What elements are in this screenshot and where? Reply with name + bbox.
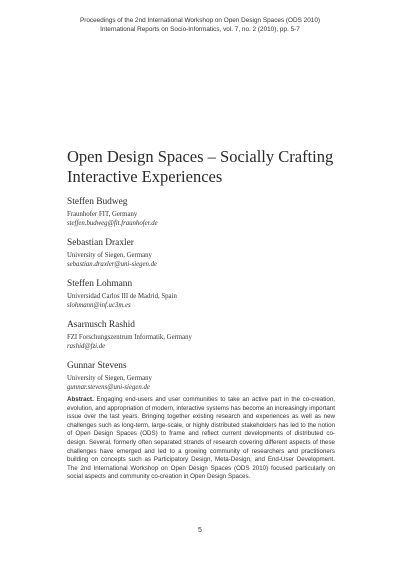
header-line-1: Proceedings of the 2nd International Workshop on Open Design Spaces (ODS 2010) (79, 17, 321, 24)
author-affiliation: Universidad Carlos III de Madrid, Spain (67, 293, 177, 300)
author-block (67, 197, 347, 228)
abstract (67, 396, 335, 482)
author-name: Sebastian Draxler (67, 238, 134, 248)
author-affiliation: Fraunhofer FIT, Germany (67, 211, 138, 218)
author-block (67, 361, 347, 392)
abstract-text: Engaging end-users and user communities to take an active part in the co-creation, evolution, and appropriation of modern, interactive systems has become an increasingly important issue over the last years. Bringing together existing research and experiences as well as new challenges such as long-term, large-scale, or highly distributed stakeholders has led to the notion of Open Design Spaces (ODS) to frame and reflect current developments of distributed co-design. Several, formerly often separated strands of research covering different aspects of these challenges have emerged and led to a growing community of researchers and practitioners building on concepts such as Participatory Design, Meta-Design, and End-User Development. The 2nd International Workshop on Open Design Spaces (ODS 2010) focused particularly on social aspects and community co-creation in Open Design Spaces. (67, 396, 335, 481)
page-number: 5 (198, 527, 202, 534)
author-affiliation: FZI Forschungszentrum Informatik, Germany (67, 334, 192, 341)
author-block (67, 320, 347, 351)
paper-title (67, 147, 357, 187)
author-affiliation: University of Siegen, Germany (67, 375, 152, 382)
author-name: Gunnar Stevens (67, 361, 127, 371)
title-line-2: Interactive Experiences (67, 167, 223, 186)
author-block (67, 238, 347, 269)
title-line-1: Open Design Spaces – Socially Crafting (67, 147, 334, 166)
header-line-2: International Reports on Socio-Informatics, vol. 7, no. 2 (2010), pp. 5-7 (100, 26, 300, 33)
author-email: sebastian.draxler@uni-siegen.de (67, 261, 158, 268)
author-affiliation: University of Siegen, Germany (67, 252, 152, 259)
author-email: slohmann@inf.uc3m.es (67, 302, 131, 309)
abstract-label: Abstract. (67, 396, 94, 403)
author-email: rashid@fzi.de (67, 343, 106, 350)
author-list (67, 197, 347, 402)
author-email: gunnar.stevens@uni-siegen.de (67, 384, 150, 391)
author-email: steffen.budweg@fit.fraunhofer.de (67, 220, 158, 227)
proceedings-header (0, 16, 400, 34)
author-name: Steffen Budweg (67, 197, 128, 207)
author-name: Asarnusch Rashid (67, 320, 135, 330)
author-block (67, 279, 347, 310)
author-name: Steffen Lohmann (67, 279, 133, 289)
